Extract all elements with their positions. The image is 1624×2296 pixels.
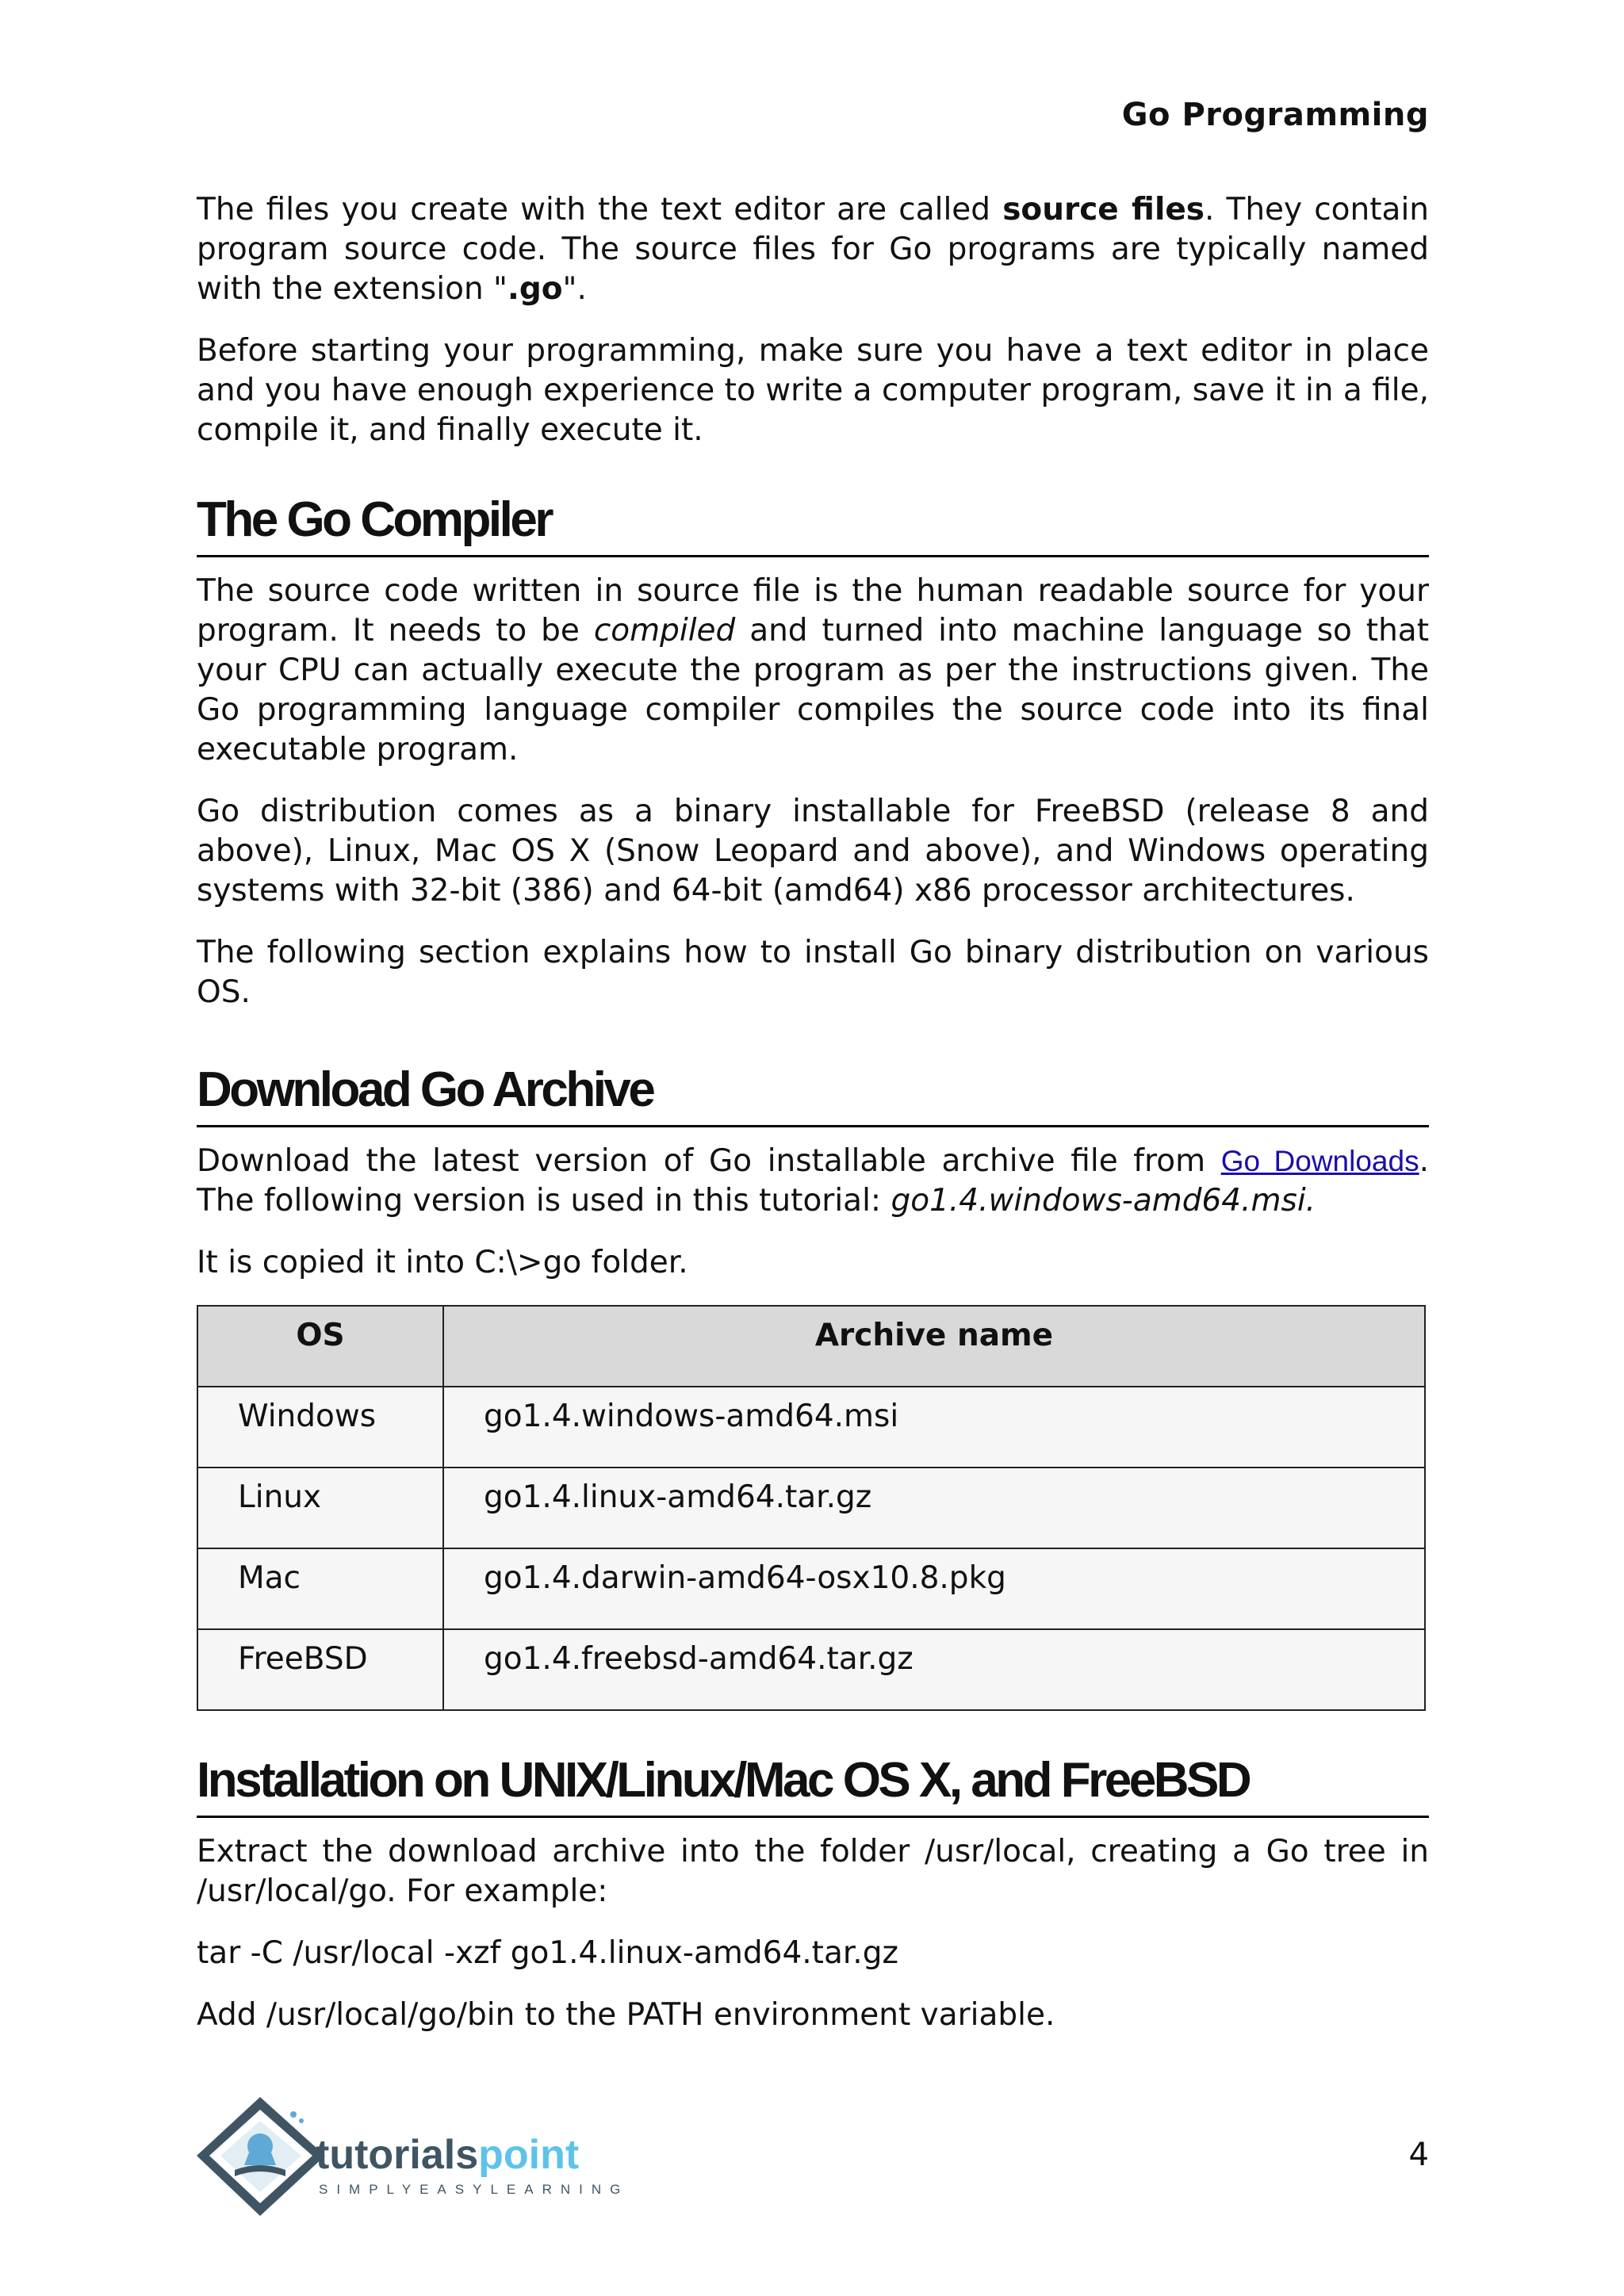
heading-download-archive: Download Go Archive — [197, 1058, 1429, 1127]
archive-table — [197, 1305, 1426, 1711]
intro-paragraph-1: The files you create with the text editor are called source files. They contain program source code. The source files for Go programs are typically named with the extension ".go". — [197, 192, 1430, 307]
table-header-row — [197, 1306, 1425, 1387]
table-row — [197, 1468, 1425, 1548]
version-filename: go1.4.windows-amd64.msi. — [891, 1183, 1316, 1219]
table-cell-os: Mac — [197, 1548, 443, 1629]
table-row — [197, 1548, 1425, 1629]
compiler-paragraph-2: Go distribution comes as a binary installable for FreeBSD (release 8 and above), Linux, Mac OS X (Snow Leopard and above), and Windows operating systems with 32-bit (386) and 64-bit (amd64) x86 processor architectures. — [197, 794, 1429, 909]
compiled-term: compiled — [593, 613, 736, 649]
table-cell-os: Linux — [197, 1468, 443, 1548]
table-cell-archive: go1.4.windows-amd64.msi — [443, 1387, 1425, 1468]
heading-installation-unix: Installation on UNIX/Linux/Mac OS X, and FreeBSD — [197, 1749, 1429, 1818]
install-paragraph-3: Add /usr/local/go/bin to the PATH environment variable. — [197, 1997, 1055, 2033]
logo-wordmark: tutorialspoint — [316, 2132, 580, 2178]
logo-icon — [197, 2097, 641, 2224]
source-files-term: source files — [1002, 192, 1205, 228]
table-cell-archive: go1.4.freebsd-amd64.tar.gz — [443, 1629, 1425, 1710]
download-paragraph-2: It is copied it into C:\>go folder. — [197, 1245, 688, 1280]
table-header-archive: Archive name — [443, 1306, 1425, 1387]
compiler-paragraph-1: The source code written in source file is the human readable source for your program. It needs to be compiled and turned into machine language so that your CPU can actually execute the program as per the instructions given. The Go programming language compiler compiles the source code into its final executable program. — [197, 573, 1429, 767]
page-content — [197, 190, 1429, 2057]
table-cell-os: FreeBSD — [197, 1629, 443, 1710]
go-downloads-link[interactable]: Go Downloads — [1220, 1145, 1419, 1177]
table-row — [197, 1387, 1425, 1468]
page-header-title: Go Programming — [1121, 97, 1429, 133]
heading-go-compiler: The Go Compiler — [197, 488, 1429, 557]
table-header-os: OS — [197, 1306, 443, 1387]
table-cell-archive: go1.4.linux-amd64.tar.gz — [443, 1468, 1425, 1548]
go-extension: .go — [508, 271, 563, 307]
table-cell-archive: go1.4.darwin-amd64-osx10.8.pkg — [443, 1548, 1425, 1629]
download-paragraph-1: Download the latest version of Go installable archive file from Go Downloads. The following version is used in this tutorial: go1.4.windows-amd64.msi. — [197, 1143, 1429, 1219]
tutorialspoint-logo — [197, 2097, 641, 2224]
install-command: tar -C /usr/local -xzf go1.4.linux-amd64.tar.gz — [197, 1935, 898, 1971]
table-row — [197, 1629, 1425, 1710]
install-paragraph-1: Extract the download archive into the folder /usr/local, creating a Go tree in /usr/local/go. For example: — [197, 1834, 1429, 1909]
intro-paragraph-2: Before starting your programming, make sure you have a text editor in place and you have enough experience to write a computer program, save it in a file, compile it, and finally execute it. — [197, 333, 1429, 448]
logo-tagline: SIMPLYEASYLEARNING — [319, 2182, 630, 2197]
table-cell-os: Windows — [197, 1387, 443, 1468]
compiler-paragraph-3: The following section explains how to install Go binary distribution on various OS. — [197, 935, 1429, 1010]
page-number: 4 — [1408, 2137, 1429, 2173]
